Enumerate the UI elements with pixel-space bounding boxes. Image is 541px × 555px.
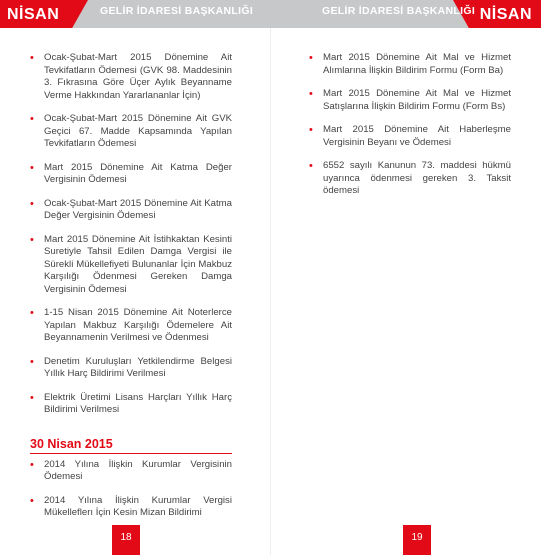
month-label-left: NİSAN <box>7 6 60 23</box>
list-item <box>309 52 511 77</box>
bullet-icon: • <box>309 88 313 100</box>
list-item <box>30 495 232 520</box>
bullet-icon: • <box>30 113 34 125</box>
left-page-content <box>30 52 232 531</box>
bullet-icon: • <box>30 458 34 471</box>
list-item-text: Ocak-Şubat-Mart 2015 Dönemine Ait Katma Değer Vergisinin Ödemesi <box>44 197 232 221</box>
list-item-text: Ocak-Şubat-Mart 2015 Dönemine Ait GVK Geçici 67. Madde Kapsamında Yapılan Tevkifatların Ödemesi <box>44 113 232 149</box>
section-heading: 30 Nisan 2015 <box>30 437 232 454</box>
list-item <box>30 113 232 151</box>
list-item-text: Mart 2015 Dönemine Ait Haberleşme Vergisinin Beyanı ve Ödemesi <box>323 124 511 148</box>
list-item-text: 6552 sayılı Kanunun 73. maddesi hükmü uyarınca ödenmesi gereken 3. Taksit ödemesi <box>323 160 511 196</box>
list-item <box>309 160 511 198</box>
agency-title-left: GELİR İDARESİ BAŞKANLIĞI <box>100 5 254 17</box>
list-item <box>309 88 511 113</box>
section-item-list <box>30 459 232 520</box>
bullet-icon: • <box>309 124 313 136</box>
list-item <box>30 198 232 223</box>
list-item <box>30 234 232 297</box>
list-item-text: Mart 2015 Dönemine Ait Mal ve Hizmet Alımlarına İlişkin Bildirim Formu (Form Ba) <box>323 52 511 76</box>
bullet-icon: • <box>30 494 34 507</box>
bullet-icon: • <box>309 160 313 172</box>
right-page-content <box>309 52 511 209</box>
bullet-icon: • <box>30 307 34 319</box>
bullet-icon: • <box>30 233 34 246</box>
page-spine <box>270 28 271 555</box>
list-item-text: Denetim Kuruluşları Yetkilendirme Belgesi Yıllık Harç Bildirimi Verilmesi <box>44 355 232 379</box>
bullet-icon: • <box>30 197 34 210</box>
month-label-right: NİSAN <box>479 6 532 23</box>
left-item-list <box>30 52 232 417</box>
bullet-icon: • <box>30 355 34 368</box>
list-item <box>30 356 232 381</box>
bullet-icon: • <box>30 161 34 174</box>
bullet-icon: • <box>30 391 34 404</box>
page-number-left: 18 <box>112 525 140 555</box>
list-item <box>30 392 232 417</box>
list-item-text: 2014 Yılına İlişkin Kurumlar Vergisi Mükelleflerı İçin Kesin Mizan Bildirimi <box>44 494 232 518</box>
section-30-nisan <box>30 437 232 520</box>
list-item <box>309 124 511 149</box>
list-item-text: 2014 Yılına İlişkin Kurumlar Vergisinin Ödemesi <box>44 458 232 482</box>
list-item <box>30 459 232 484</box>
agency-title-right: GELİR İDARESİ BAŞKANLIĞI <box>322 5 476 17</box>
list-item <box>30 162 232 187</box>
list-item-text: Mart 2015 Dönemine Ait Mal ve Hizmet Satışlarına İlişkin Bildirim Formu (Form Bs) <box>323 88 511 112</box>
list-item-text: Mart 2015 Dönemine Ait İstihkaktan Kesinti Suretiyle Tahsil Edilen Damga Vergisi ile Sürekli Mükellefiyeti Bulunanlar İçin Makbuz Karşılığı Ödenmesi Gereken Damga Vergisinin Ödemesi <box>44 233 232 295</box>
right-item-list <box>309 52 511 198</box>
page-number-right: 19 <box>403 525 431 555</box>
bullet-icon: • <box>309 52 313 64</box>
bullet-icon: • <box>30 52 34 64</box>
list-item <box>30 52 232 102</box>
list-item-text: Elektrik Üretimi Lisans Harçları Yıllık Harç Bildirimi Verilmesi <box>44 391 232 415</box>
list-item-text: 1-15 Nisan 2015 Dönemine Ait Noterlerce Yapılan Makbuz Karşılığı Ödemelere Ait Beyannamenin Verilmesi ve Ödenmesi <box>44 307 232 343</box>
list-item <box>30 307 232 345</box>
list-item-text: Mart 2015 Dönemine Ait Katma Değer Vergisinin Ödemesi <box>44 161 232 185</box>
list-item-text: Ocak-Şubat-Mart 2015 Dönemine Ait Tevkifatların Ödemesi (GVK 98. Maddesinin 3. Fıkrasına Göre Üçer Aylık Beyanname Verme Hakkından Yararlananlar İçin) <box>44 52 232 101</box>
